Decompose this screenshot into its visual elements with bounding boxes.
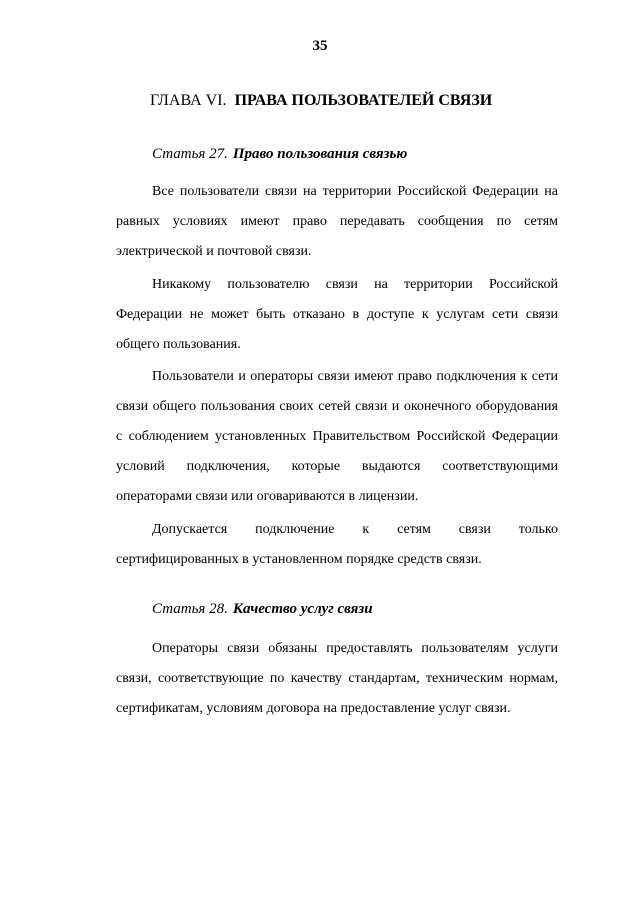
article-27-heading [152, 146, 407, 163]
article-28-title: Качество услуг связи [232, 601, 373, 617]
article-28-number: Статья 28. [152, 601, 228, 617]
article-27-paragraph-4: Допускается подключение к сетям связи только сертифицированных в установленном порядке средств связи. [116, 522, 558, 567]
article-27-paragraph-1: Все пользователи связи на территории Российской Федерации на равных условиях имеют право передавать сообщения по сетям электрической и почтовой связи. [116, 184, 558, 259]
article-27-paragraph-2: Никакому пользователю связи на территории Российской Федерации не может быть отказано в доступе к услугам сети связи общего пользования. [116, 277, 558, 352]
article-27-paragraph-3: Пользователи и операторы связи имеют право подключения к сети связи общего пользования своих сетей связи и оконечного оборудования с соблюдением установленных Правительством Российской Федерации условий подключения, которые выдаются соответствующими операторами связи или оговариваются в лицензии. [116, 369, 558, 504]
page-number: 35 [312, 38, 328, 54]
chapter-title: ПРАВА ПОЛЬЗОВАТЕЛЕЙ СВЯЗИ [234, 92, 493, 109]
chapter-number: ГЛАВА VI. [150, 92, 227, 109]
article-28-paragraph-1: Операторы связи обязаны предоставлять пользователям услуги связи, соответствующие по качеству стандартам, техническим нормам, сертификатам, условиям договора на предоставление услуг связи. [116, 641, 558, 716]
article-28-heading [152, 601, 373, 618]
chapter-heading [150, 92, 492, 110]
article-27-number: Статья 27. [152, 146, 228, 162]
article-27-title: Право пользования связью [232, 146, 408, 162]
